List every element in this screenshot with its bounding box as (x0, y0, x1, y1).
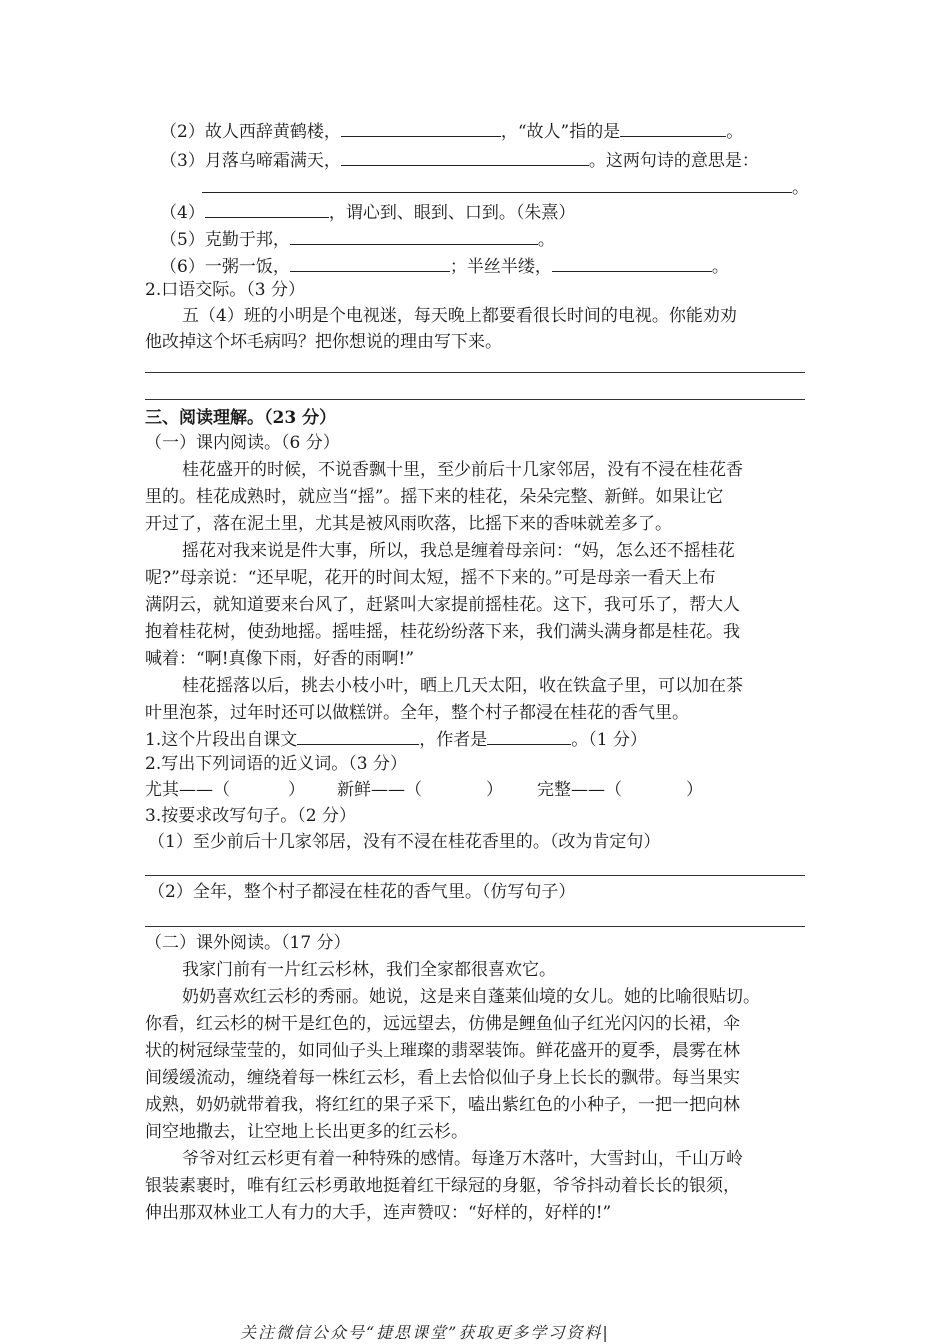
passage-line: 状的树冠绿莹莹的，如同仙子头上璀璨的翡翠装饰。鲜花盛开的夏季，晨雾在林 (145, 1041, 740, 1061)
passage-line: 奶奶喜欢红云杉的秀丽。她说，这是来自蓬莱仙境的女儿。她的比喻很贴切。 (182, 987, 760, 1007)
subsection-title: （一）课内阅读。（6 分） (145, 433, 340, 453)
item-4 (160, 201, 575, 224)
subsection-title: （二）课外阅读。（17 分） (145, 933, 351, 953)
question-1 (145, 728, 647, 751)
item-num: （3） (160, 151, 205, 171)
passage-line: 桂花摇落以后，挑去小枝小叶，晒上几天太阳，收在铁盒子里，可以加在茶 (182, 676, 743, 696)
passage-line: 成熟，奶奶就带着我，将红红的果子采下，嗑出紫红色的小种子，一把一把向林 (145, 1095, 740, 1115)
passage-line: 桂花盛开的时候，不说香飘十里，至少前后十几家邻居，没有不浸在桂花香 (182, 460, 743, 480)
synonym-word: ） (686, 780, 703, 800)
rewrite-item: （2）全年，整个村子都浸在桂花的香气里。（仿写句子） (148, 882, 576, 902)
answer-blank[interactable] (620, 120, 726, 137)
answer-line[interactable] (145, 372, 805, 373)
rewrite-item: （1）至少前后十几家邻居，没有不浸在桂花香里的。（改为肯定句） (148, 832, 661, 852)
question-text: 1.这个片段出自课文 (145, 730, 298, 750)
question-title: 2.口语交际。（3 分） (145, 280, 305, 300)
answer-blank[interactable] (341, 149, 589, 166)
item-5 (160, 228, 555, 251)
synonym-word: ） (288, 780, 305, 800)
synonym-word: 完整——（ (537, 780, 622, 800)
synonym-word: ） (486, 780, 503, 800)
footer-note: 关注微信公众号“捷思课堂”获取更多学习资料| (240, 1323, 610, 1342)
item-text: 故人西辞黄鹤楼， (204, 122, 341, 142)
item-2 (160, 120, 743, 143)
item-num: （5） (160, 230, 205, 250)
question-text: 五（4）班的小明是个电视迷，每天晚上都要看很长时间的电视。你能劝劝 (182, 306, 737, 326)
synonym-word: 尤其——（ (145, 780, 230, 800)
question-title: 2.写出下列词语的近义词。（3 分） (145, 754, 407, 774)
passage-line: 银装素裹时，唯有红云杉勇敢地挺着红干绿冠的身躯，爷爷抖动着长长的银须， (145, 1176, 740, 1196)
answer-blank[interactable] (552, 255, 712, 272)
passage-line: 伸出那双林业工人有力的大手，连声赞叹：“好样的，好样的!” (145, 1203, 612, 1223)
answer-line[interactable] (145, 926, 805, 927)
synonym-row (145, 779, 703, 801)
question-text: 。（1 分） (571, 730, 647, 750)
item-num: （2） (160, 122, 205, 142)
passage-line: 我家门前有一片红云杉林，我们全家都很喜欢它。 (182, 960, 556, 980)
passage-line: 间空地撒去，让空地上长出更多的红云杉。 (145, 1122, 468, 1142)
question-title: 3.按要求改写句子。（2 分） (145, 806, 356, 826)
question-text: ，作者是 (419, 730, 488, 750)
passage-line: 间缓缓流动，缠绕着每一株红云杉，看上去恰似仙子身上长长的飘带。每当果实 (145, 1068, 740, 1088)
answer-blank[interactable] (341, 120, 501, 137)
passage-line: 摇花对我来说是件大事，所以，我总是缠着母亲问：“妈，怎么还不摇桂花 (182, 541, 735, 561)
item-num: （6） (160, 257, 205, 277)
passage-line: 满阴云，就知道要来台风了，赶紧叫大家提前摇桂花。这下，我可乐了，帮大人 (145, 595, 740, 615)
answer-blank[interactable] (297, 728, 419, 745)
item-text: 。 (711, 257, 729, 277)
passage-line: 喊着：“啊!真像下雨，好香的雨啊!” (145, 649, 415, 669)
answer-blank[interactable] (487, 728, 571, 745)
passage-line: 开过了，落在泥土里，尤其是被风雨吹落，比摇下来的香味就差多了。 (145, 514, 672, 534)
question-text: 他改掉这个坏毛病吗？把你想说的理由写下来。 (145, 332, 502, 352)
passage-line: 呢?”母亲说：“还早呢，花开的时间太短，摇不下来的。”可是母亲一看天上布 (145, 568, 716, 588)
item-text: 克勤于邦， (204, 230, 290, 250)
item-text: 。 (537, 230, 555, 250)
answer-blank[interactable] (202, 176, 792, 193)
item-text: ；半丝半缕， (449, 257, 552, 277)
item-text: 一粥一饭， (204, 257, 290, 277)
item-text: 月落乌啼霜满天， (204, 151, 341, 171)
passage-line: 爷爷对红云杉更有着一种特殊的感情。每逢万木落叶，大雪封山，千山万岭 (182, 1149, 743, 1169)
answer-line[interactable] (145, 875, 805, 876)
answer-line[interactable] (145, 399, 805, 400)
item-text: 。这两句诗的意思是： (588, 151, 759, 171)
item-text: ，“故人”指的是 (500, 122, 621, 142)
answer-blank[interactable] (205, 201, 329, 218)
passage-line: 抱着桂花树，使劲地摇。摇哇摇，桂花纷纷落下来，我们满头满身都是桂花。我 (145, 622, 740, 642)
item-text: 。 (726, 122, 744, 142)
item-3-cont (202, 176, 809, 199)
item-text: 。 (792, 178, 809, 198)
item-num: （4） (160, 203, 205, 223)
item-text: ，谓心到、眼到、口到。（朱熹） (328, 203, 576, 223)
answer-blank[interactable] (290, 228, 538, 245)
item-3 (160, 149, 759, 172)
synonym-word: 新鲜——（ (337, 780, 422, 800)
passage-line: 里的。桂花成熟时，就应当“摇”。摇下来的桂花，朵朵完整、新鲜。如果让它 (145, 487, 724, 507)
passage-line: 你看，红云杉的树干是红色的，远远望去，仿佛是鲤鱼仙子红光闪闪的长裙，伞 (145, 1014, 740, 1034)
item-6 (160, 255, 729, 278)
answer-blank[interactable] (290, 255, 450, 272)
passage-line: 叶里泡茶，过年时还可以做糕饼。全年，整个村子都浸在桂花的香气里。 (145, 703, 689, 723)
section-title: 三、阅读理解。（23 分） (145, 408, 337, 428)
